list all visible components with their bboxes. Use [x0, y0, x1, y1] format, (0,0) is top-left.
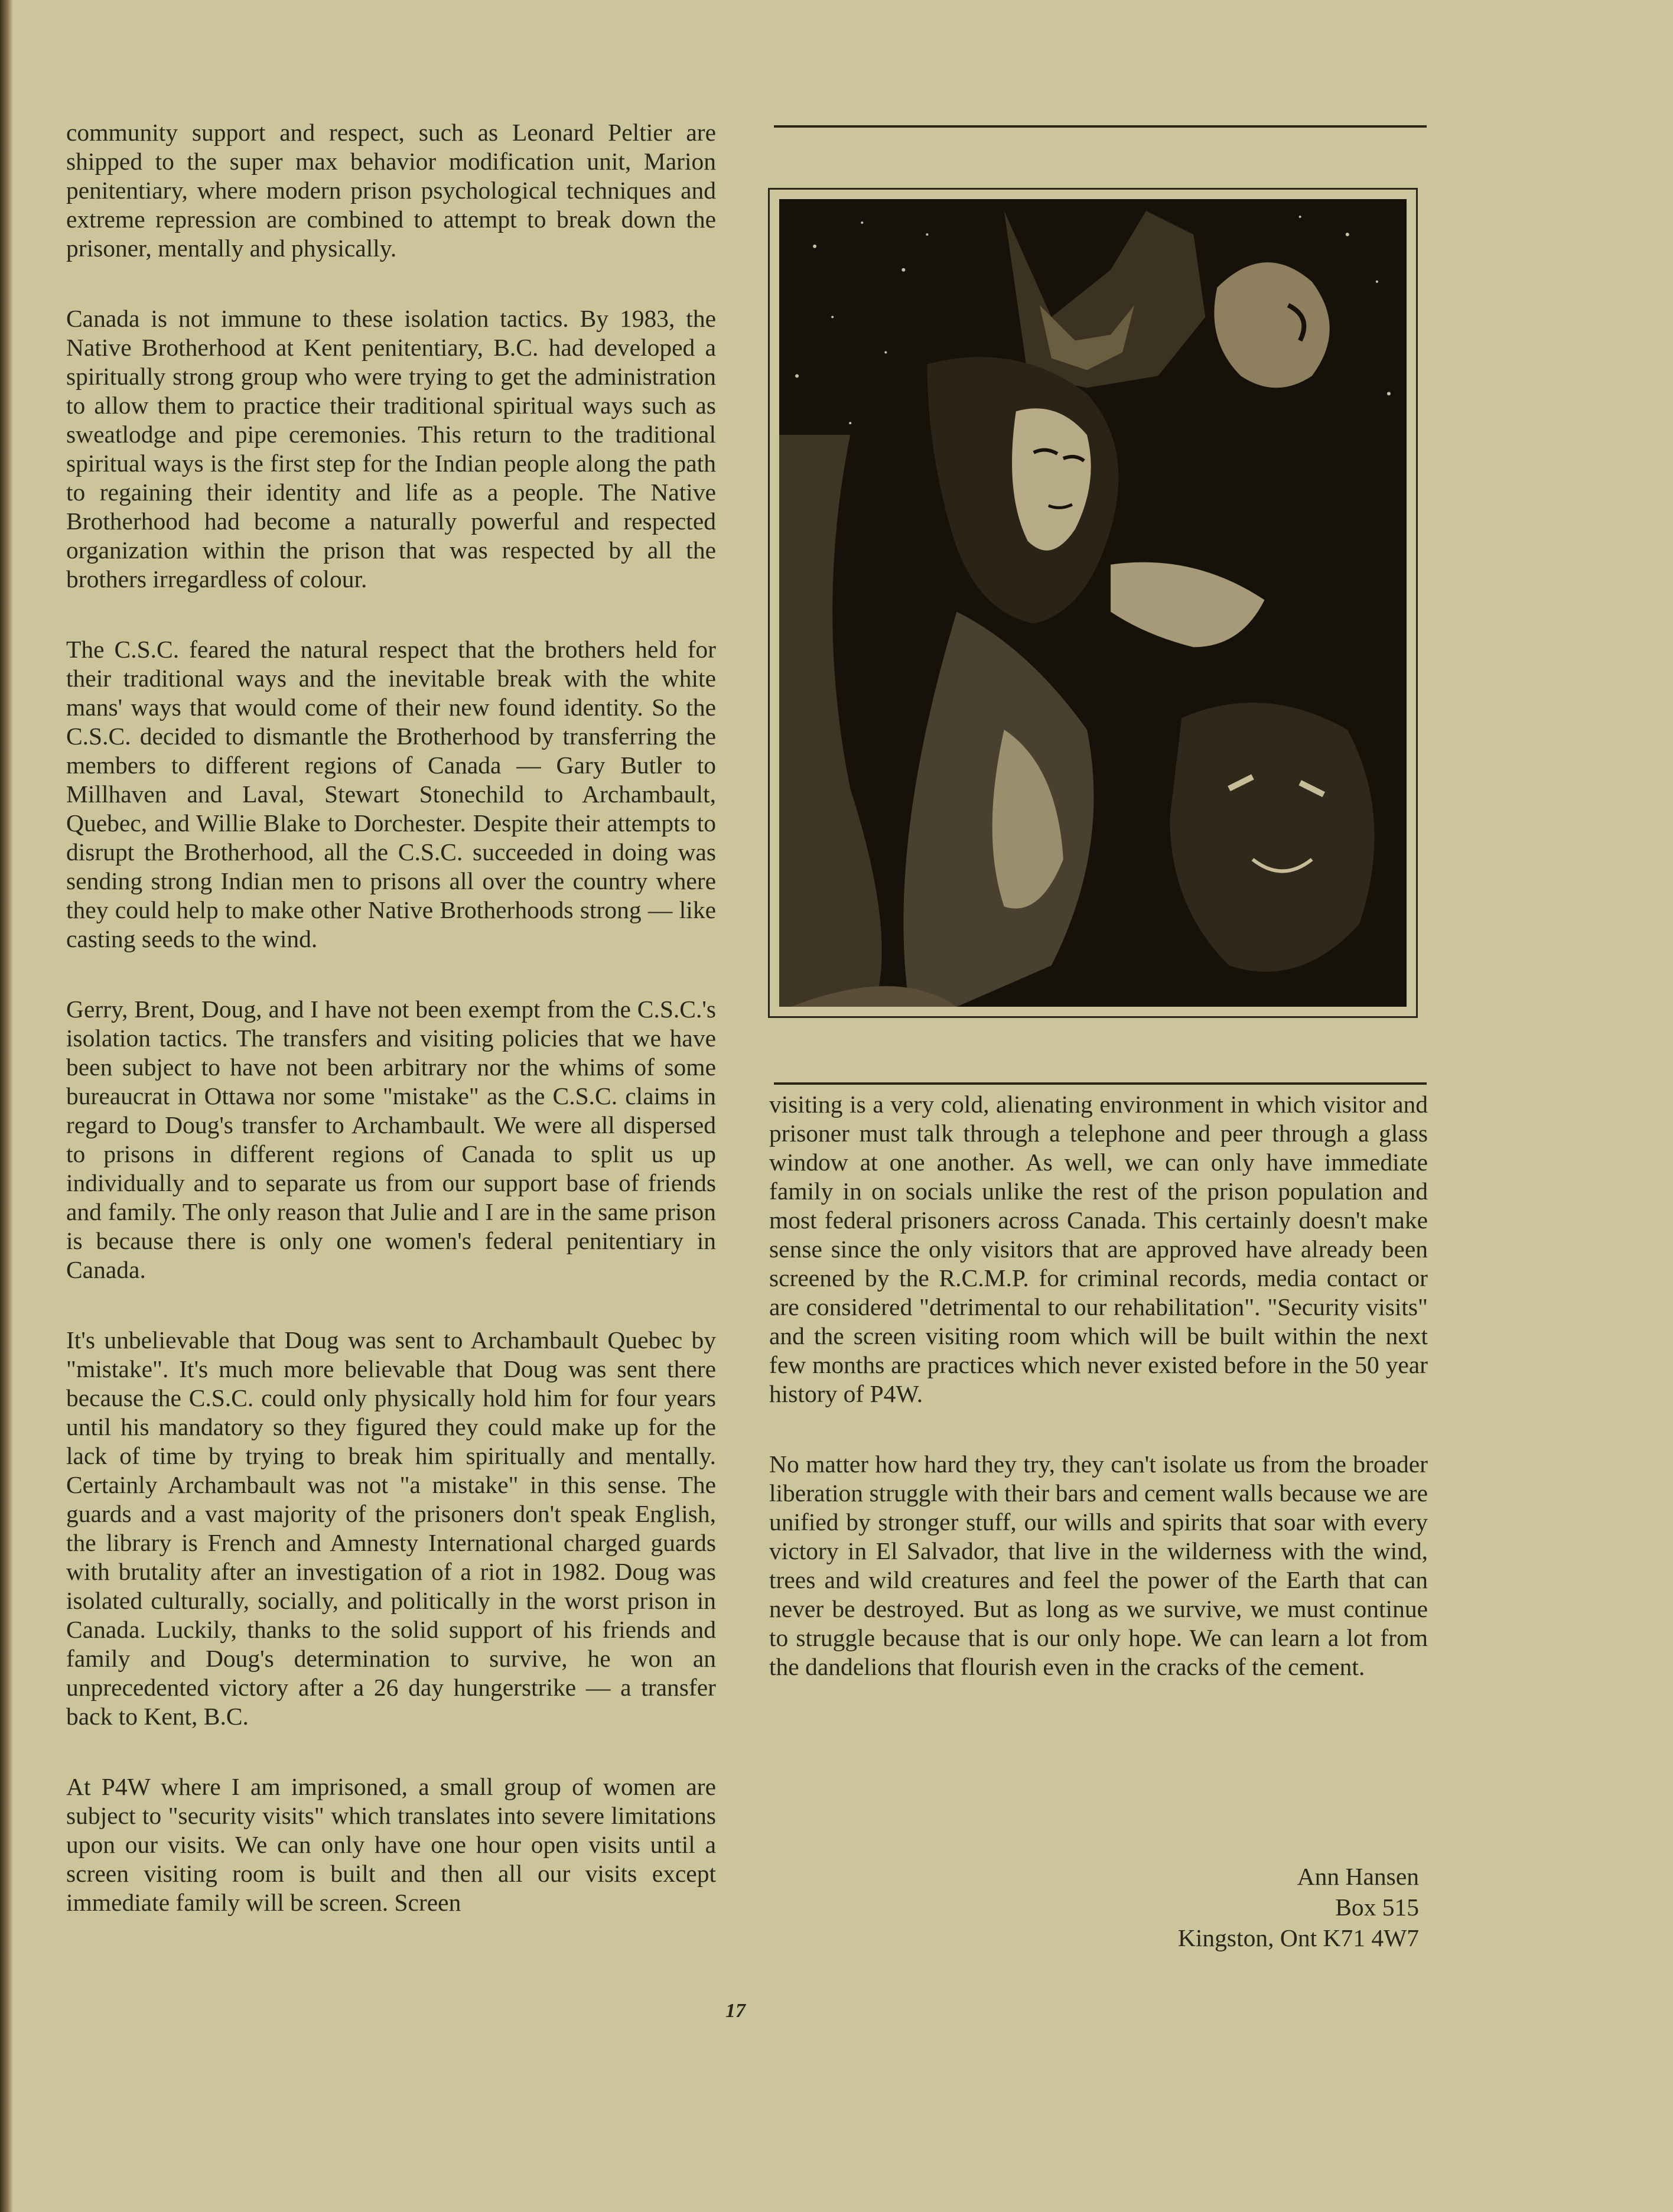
left-paragraph-1: community support and respect, such as Leonard Peltier are shipped to the super max behavior modification unit, Marion penitentiary, where modern prison psychological techniques and extreme repression are combined to attempt to break down the prisoner, mentally and physically. [66, 119, 716, 262]
page-number: 17 [725, 2000, 746, 2022]
mid-divider-rule [774, 1082, 1427, 1085]
left-column [66, 118, 716, 1959]
author-name: Ann Hansen [1297, 1863, 1419, 1890]
left-paragraph-3: The C.S.C. feared the natural respect that the brothers held for their traditional ways and the inevitable break with the white mans' ways that would come of their new found identity. So the C.S.C. decided to dismantle the Brotherhood by transferring the members to different regions of Canada — Gary Butler to Millhaven and Laval, Stewart Stonechild to Archambault, Quebec, and Willie Blake to Dorchester. Despite their attempts to disrupt the Brotherhood, all the C.S.C. succeeded in doing was sending strong Indian men to prisons all over the country where they could help to make other Native Brotherhoods strong — like casting seeds to the wind. [66, 636, 716, 952]
page-binding-shadow [0, 0, 13, 2212]
left-paragraph-5: It's unbelievable that Doug was sent to Archambault Quebec by "mistake". It's much more believable that Doug was sent there because the C.S.C. could only physically hold him for four years until his mandatory so they figured they could make up for the lack of time by trying to break him spiritually and mentally. Certainly Archambault was not "a mistake" in this sense. The guards and a vast majority of the prisoners don't speak English, the library is French and Amnesty International charged guards with brutality after an investigation of a riot in 1982. Doug was isolated culturally, socially, and politically in the worst prison in Canada. Luckily, thanks to the solid support of his friends and family and Doug's determination to survive, he won an unprecedented victory after a 26 day hungerstrike — a transfer back to Kent, B.C. [66, 1326, 716, 1730]
right-paragraph-2: No matter how hard they try, they can't isolate us from the broader liberation struggle with their bars and cement walls because we are unified by stronger stuff, our wills and spirits that soar with every victory in El Salvador, that live in the wilderness with the wind, trees and wild creatures and feel the power of the Earth that can never be destroyed. But as long as we survive, we must continue to struggle because that is our only hope. We can learn a lot from the dandelions that flourish even in the cracks of the cement. [769, 1450, 1428, 1680]
top-divider-rule [774, 125, 1427, 128]
right-paragraph-1: visiting is a very cold, alienating environment in which visitor and prisoner must talk through a telephone and peer through a glass window at one another. As well, we can only have immediate family in on socials unlike the rest of the prison population and most federal prisoners across Canada. This certainly doesn't make sense since the only visitors that are approved have already been screened by the R.C.M.P. for criminal records, media contact or are considered "detrimental to our rehabilitation". "Security visits" and the screen visiting room which will be built within the next few months are practices which never existed before in the 50 year history of P4W. [769, 1091, 1428, 1407]
left-paragraph-4: Gerry, Brent, Doug, and I have not been exempt from the C.S.C.'s isolation tactics. The transfers and visiting policies that we have been subject to have not been arbitrary nor the whims of some bureaucrat in Ottawa nor some "mistake" as the C.S.C. claims in regard to Doug's transfer to Archambault. We were all dispersed to prisons in different regions of Canada to split us up individually and to separate us from our support base of friends and family. The only reason that Julie and I are in the same prison is because there is only one women's federal penitentiary in Canada. [66, 996, 716, 1283]
wolf-woman-illustration [768, 188, 1418, 1018]
left-paragraph-6: At P4W where I am imprisoned, a small group of women are subject to "security visits" which translates into severe limitations upon our visits. We can only have one hour open visits until a screen visiting room is built and then all our visits except immediate family will be screen. Screen [66, 1773, 716, 1916]
right-column [769, 1090, 1428, 1723]
left-paragraph-2: Canada is not immune to these isolation tactics. By 1983, the Native Brotherhood at Kent penitentiary, B.C. had developed a spiritually strong group who were trying to get the administration to allow them to practice their traditional spiritual ways such as sweatlodge and pipe ceremonies. This return to the traditional spiritual ways is the first step for the Indian people along the path to regaining their identity and life as a people. The Native Brotherhood had become a naturally powerful and respected organization within the prison that was respected by all the brothers irregardless of colour. [66, 305, 716, 593]
author-box: Box 515 [1335, 1894, 1419, 1921]
author-signature [1178, 1861, 1419, 1953]
author-city: Kingston, Ont K71 4W7 [1177, 1924, 1419, 1951]
illustration-drawing [779, 199, 1407, 1007]
